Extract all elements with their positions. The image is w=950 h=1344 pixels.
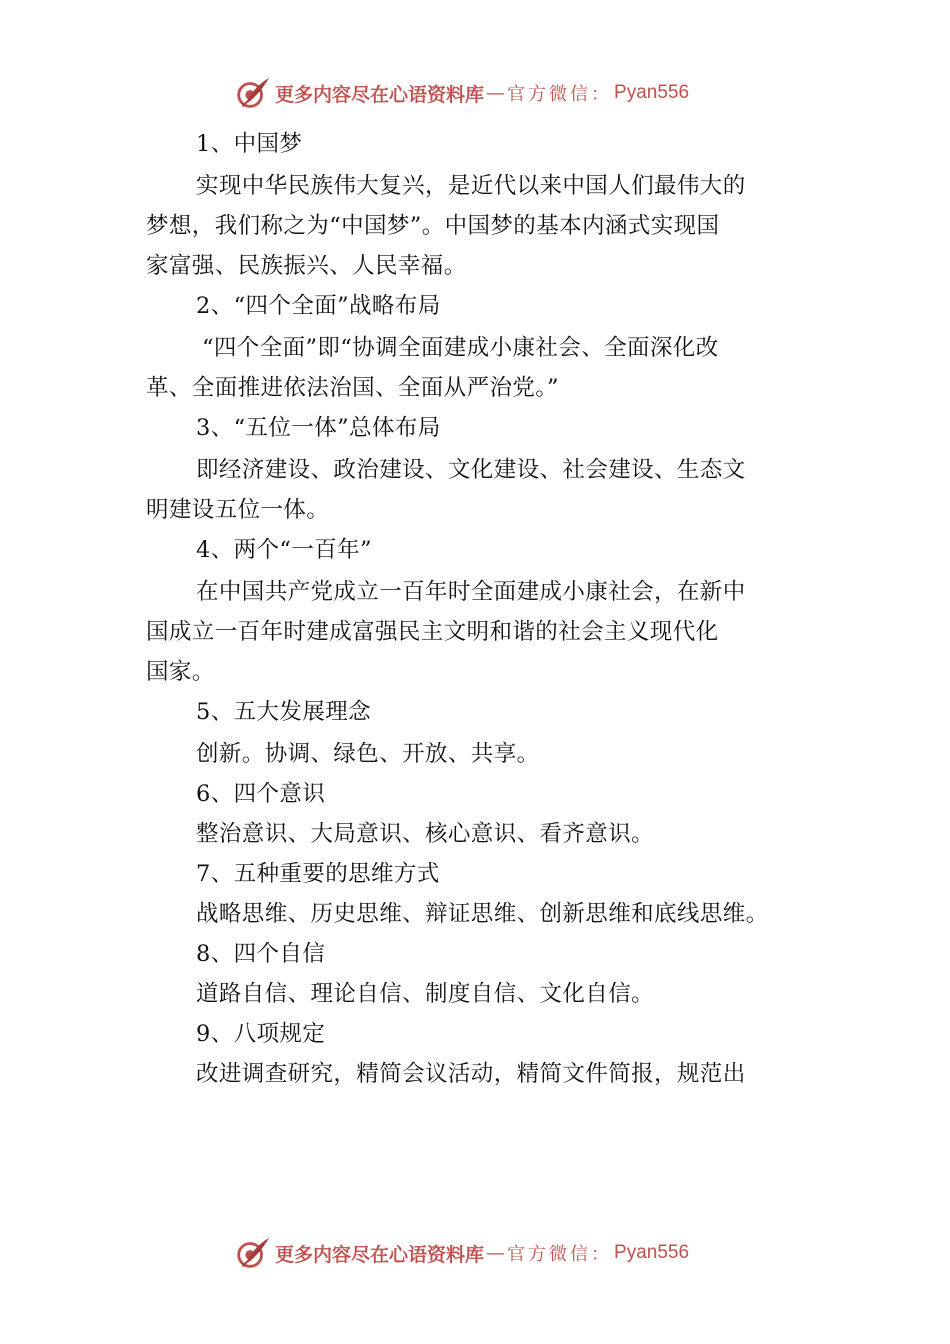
section-heading: 9、八项规定: [196, 1021, 326, 1047]
paragraph-line: 战略思维、历史思维、辩证思维、创新思维和底线思维。: [196, 901, 769, 927]
paragraph-line: 整治意识、大局意识、核心意识、看齐意识。: [196, 821, 655, 847]
quill-logo-icon: [233, 1234, 271, 1272]
paragraph-line: 改进调查研究，精简会议活动，精简文件简报，规范出: [196, 1061, 746, 1087]
paragraph-line: 革、全面推进依法治国、全面从严治党。”: [146, 375, 559, 401]
banner-separator: —: [486, 1242, 506, 1264]
section-heading: 6、四个意识: [196, 781, 326, 807]
paragraph-line: 家富强、民族振兴、人民幸福。: [146, 253, 467, 279]
paragraph-line: 道路自信、理论自信、制度自信、文化自信。: [196, 981, 655, 1007]
section-heading: 5、五大发展理念: [196, 699, 372, 725]
paragraph-line: 国成立一百年时建成富强民主文明和谐的社会主义现代化: [146, 619, 719, 645]
section-heading: 7、五种重要的思维方式: [196, 861, 440, 887]
paragraph-line: 在中国共产党成立一百年时全面建成小康社会，在新中: [196, 579, 746, 605]
footer-banner: [233, 1233, 689, 1273]
paragraph-line: 梦想，我们称之为“中国梦”。中国梦的基本内涵式实现国: [146, 213, 720, 239]
quill-logo-icon: [233, 74, 271, 112]
paragraph-line: “四个全面”即“协调全面建成小康社会、全面深化改: [202, 335, 719, 361]
paragraph-line: 国家。: [146, 659, 215, 685]
section-heading: 3、“五位一体”总体布局: [196, 415, 441, 441]
banner-main-text: 更多内容尽在心语资料库: [275, 1243, 485, 1266]
banner-wechat-label: 官方微信：: [507, 1244, 613, 1265]
section-heading: 1、中国梦: [196, 131, 303, 157]
banner-main-text: 更多内容尽在心语资料库: [275, 83, 485, 106]
paragraph-line: 明建设五位一体。: [146, 497, 330, 523]
section-heading: 2、“四个全面”战略布局: [196, 293, 441, 319]
paragraph-line: 创新。协调、绿色、开放、共享。: [196, 741, 540, 767]
paragraph-line: 即经济建设、政治建设、文化建设、社会建设、生态文: [196, 457, 746, 483]
section-heading: 4、两个“一百年”: [196, 537, 372, 563]
banner-wechat-id: Pyan556: [614, 82, 690, 103]
section-heading: 8、四个自信: [196, 941, 326, 967]
header-banner: [233, 73, 689, 113]
banner-wechat-id: Pyan556: [614, 1242, 690, 1263]
banner-wechat-label: 官方微信：: [507, 84, 613, 105]
paragraph-line: 实现中华民族伟大复兴，是近代以来中国人们最伟大的: [196, 173, 746, 199]
document-body: [146, 124, 810, 1094]
banner-separator: —: [486, 82, 506, 104]
